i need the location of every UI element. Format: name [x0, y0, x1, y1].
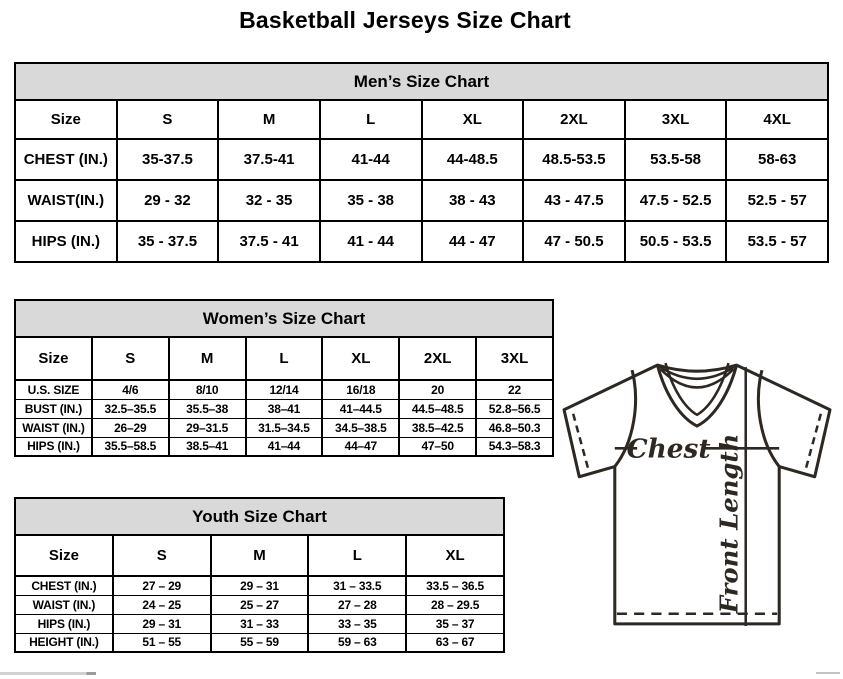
size-table: [14, 299, 554, 457]
table-row: [15, 614, 504, 633]
column-header: 3XL: [476, 337, 553, 380]
table-title: Women’s Size Chart: [15, 300, 553, 337]
size-value: 31 – 33.5: [308, 576, 406, 595]
size-value: 32 - 35: [218, 180, 320, 221]
size-value: 44–47: [322, 437, 399, 456]
row-label: HEIGHT (IN.): [15, 633, 113, 652]
size-value: 37.5-41: [218, 139, 320, 180]
size-value: 48.5-53.5: [523, 139, 625, 180]
size-value: 50.5 - 53.5: [625, 221, 727, 262]
row-label: WAIST (IN.): [15, 595, 113, 614]
size-value: 33 – 35: [308, 614, 406, 633]
size-value: 31 – 33: [211, 614, 309, 633]
horizontal-scrollbar-fragment-right[interactable]: [816, 672, 840, 674]
size-value: 26–29: [92, 418, 169, 437]
size-value: 44.5–48.5: [399, 399, 476, 418]
jersey-diagram: [561, 361, 833, 627]
size-value: 29 – 31: [211, 576, 309, 595]
size-value: 32.5–35.5: [92, 399, 169, 418]
size-value: 59 – 63: [308, 633, 406, 652]
row-label: HIPS (IN.): [15, 437, 92, 456]
column-header: L: [308, 535, 406, 576]
column-header: M: [169, 337, 246, 380]
row-label: HIPS (IN.): [15, 221, 117, 262]
column-header: M: [218, 100, 320, 139]
table-row: [15, 576, 504, 595]
size-value: 25 – 27: [211, 595, 309, 614]
table-row: [15, 221, 828, 262]
table-row: [15, 139, 828, 180]
column-header: L: [320, 100, 422, 139]
header-row: [15, 100, 828, 139]
size-value: 35.5–38: [169, 399, 246, 418]
size-value: 44 - 47: [422, 221, 524, 262]
size-value: 37.5 - 41: [218, 221, 320, 262]
column-header: 3XL: [625, 100, 727, 139]
column-header: S: [117, 100, 219, 139]
table-row: [15, 595, 504, 614]
row-label: WAIST (IN.): [15, 418, 92, 437]
size-value: 28 – 29.5: [406, 595, 504, 614]
size-value: 52.5 - 57: [726, 180, 828, 221]
table-title: Youth Size Chart: [15, 498, 504, 535]
size-value: 41 - 44: [320, 221, 422, 262]
row-label: U.S. SIZE: [15, 380, 92, 399]
size-value: 47.5 - 52.5: [625, 180, 727, 221]
size-value: 41–44.5: [322, 399, 399, 418]
size-value: 47–50: [399, 437, 476, 456]
size-value: 12/14: [246, 380, 323, 399]
table-row: [15, 418, 553, 437]
table-row: [15, 180, 828, 221]
size-value: 53.5-58: [625, 139, 727, 180]
header-row: [15, 337, 553, 380]
size-value: 35 - 38: [320, 180, 422, 221]
size-value: 55 – 59: [211, 633, 309, 652]
size-value: 51 – 55: [113, 633, 211, 652]
page-title: Basketball Jerseys Size Chart: [239, 7, 571, 33]
horizontal-scrollbar-fragment-left[interactable]: [0, 672, 96, 675]
row-label: HIPS (IN.): [15, 614, 113, 633]
size-value: 63 – 67: [406, 633, 504, 652]
size-value: 29 – 31: [113, 614, 211, 633]
size-value: 8/10: [169, 380, 246, 399]
size-value: 53.5 - 57: [726, 221, 828, 262]
womens-size-table: [14, 299, 554, 457]
youth-size-table: [14, 497, 505, 653]
column-header: 2XL: [399, 337, 476, 380]
column-header: S: [113, 535, 211, 576]
size-value: 54.3–58.3: [476, 437, 553, 456]
size-value: 46.8–50.3: [476, 418, 553, 437]
size-value: 22: [476, 380, 553, 399]
size-value: 29–31.5: [169, 418, 246, 437]
size-value: 34.5–38.5: [322, 418, 399, 437]
size-value: 4/6: [92, 380, 169, 399]
size-value: 29 - 32: [117, 180, 219, 221]
size-value: 52.8–56.5: [476, 399, 553, 418]
table-row: [15, 380, 553, 399]
row-label: WAIST(IN.): [15, 180, 117, 221]
column-header: 2XL: [523, 100, 625, 139]
size-value: 16/18: [322, 380, 399, 399]
row-label: CHEST (IN.): [15, 576, 113, 595]
size-value: 43 - 47.5: [523, 180, 625, 221]
column-header: S: [92, 337, 169, 380]
size-table: [14, 497, 505, 653]
size-column-header: Size: [15, 337, 92, 380]
size-value: 27 – 29: [113, 576, 211, 595]
table-title: Men’s Size Chart: [15, 63, 828, 100]
column-header: XL: [406, 535, 504, 576]
size-value: 38.5–41: [169, 437, 246, 456]
size-table: [14, 62, 829, 263]
size-value: 20: [399, 380, 476, 399]
size-value: 35.5–58.5: [92, 437, 169, 456]
size-value: 35 – 37: [406, 614, 504, 633]
column-header: 4XL: [726, 100, 828, 139]
table-row: [15, 399, 553, 418]
size-value: 38.5–42.5: [399, 418, 476, 437]
size-value: 33.5 – 36.5: [406, 576, 504, 595]
size-value: 58-63: [726, 139, 828, 180]
size-value: 47 - 50.5: [523, 221, 625, 262]
column-header: XL: [422, 100, 524, 139]
row-label: CHEST (IN.): [15, 139, 117, 180]
header-row: [15, 535, 504, 576]
size-value: 41–44: [246, 437, 323, 456]
column-header: M: [211, 535, 309, 576]
size-value: 31.5–34.5: [246, 418, 323, 437]
size-value: 38 - 43: [422, 180, 524, 221]
front-length-measure-label: Front Length: [714, 433, 744, 614]
size-value: 35-37.5: [117, 139, 219, 180]
size-value: 41-44: [320, 139, 422, 180]
table-row: [15, 437, 553, 456]
column-header: XL: [322, 337, 399, 380]
size-value: 35 - 37.5: [117, 221, 219, 262]
chest-measure-label: Chest: [626, 433, 711, 465]
size-value: 38–41: [246, 399, 323, 418]
size-column-header: Size: [15, 100, 117, 139]
size-value: 24 – 25: [113, 595, 211, 614]
row-label: BUST (IN.): [15, 399, 92, 418]
mens-size-table: [14, 62, 829, 263]
size-column-header: Size: [15, 535, 113, 576]
size-value: 27 – 28: [308, 595, 406, 614]
size-value: 44-48.5: [422, 139, 524, 180]
table-row: [15, 633, 504, 652]
jersey-outline-icon: [561, 361, 833, 627]
column-header: L: [246, 337, 323, 380]
